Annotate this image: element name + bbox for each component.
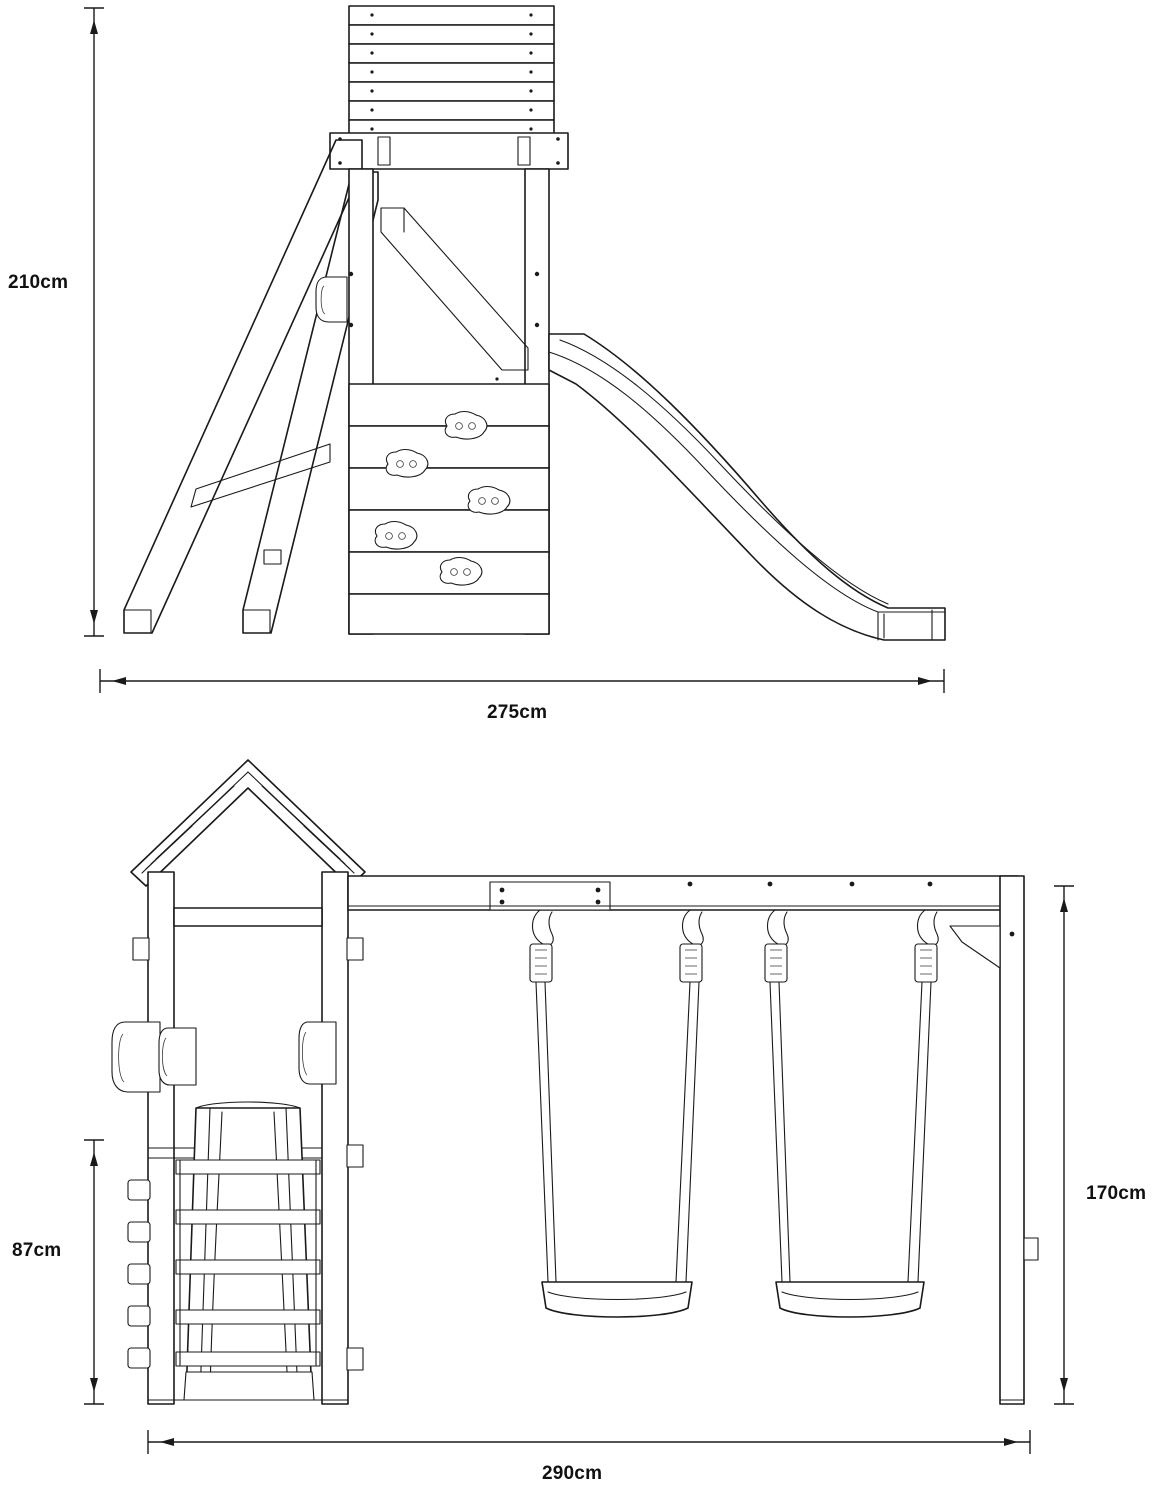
handle-grip-left xyxy=(316,272,353,327)
dimension-label-87: 87cm xyxy=(12,1240,62,1261)
gable-roof xyxy=(131,760,365,886)
slide xyxy=(549,334,945,640)
front-view-group xyxy=(124,6,945,640)
tower-top-rail xyxy=(174,908,322,926)
dimension-87 xyxy=(84,1140,104,1404)
dimension-275 xyxy=(100,669,944,693)
dimension-290 xyxy=(148,1430,1030,1454)
side-view-group xyxy=(112,760,1038,1404)
swing-hanger-3 xyxy=(765,910,788,982)
handle-grip-side-left xyxy=(112,1022,196,1092)
dimension-label-210: 210cm xyxy=(8,272,69,293)
swing-hanger-2 xyxy=(680,910,703,982)
swing-ropes-right xyxy=(770,982,931,1282)
swing-hanger-4 xyxy=(915,910,938,982)
dimension-label-275: 275cm xyxy=(487,702,548,723)
climbing-holds-side xyxy=(128,1180,150,1368)
tower-header-beam xyxy=(330,133,568,169)
dimension-label-170: 170cm xyxy=(1086,1183,1147,1204)
handle-grip-side-right xyxy=(299,1022,336,1084)
swing-hanger-1 xyxy=(530,910,553,982)
dimension-210 xyxy=(84,8,104,636)
swing-beam xyxy=(348,876,1018,910)
swing-seat-left xyxy=(542,1282,692,1317)
dimension-170 xyxy=(1054,886,1074,1404)
left-diagonal-leg xyxy=(124,140,362,633)
inner-brace xyxy=(381,208,528,370)
swing-seat-right xyxy=(776,1282,924,1317)
swing-right-post xyxy=(950,876,1038,1404)
roof-planks xyxy=(349,6,554,139)
dimension-label-290: 290cm xyxy=(542,1463,603,1484)
swing-ropes-left xyxy=(536,982,699,1282)
